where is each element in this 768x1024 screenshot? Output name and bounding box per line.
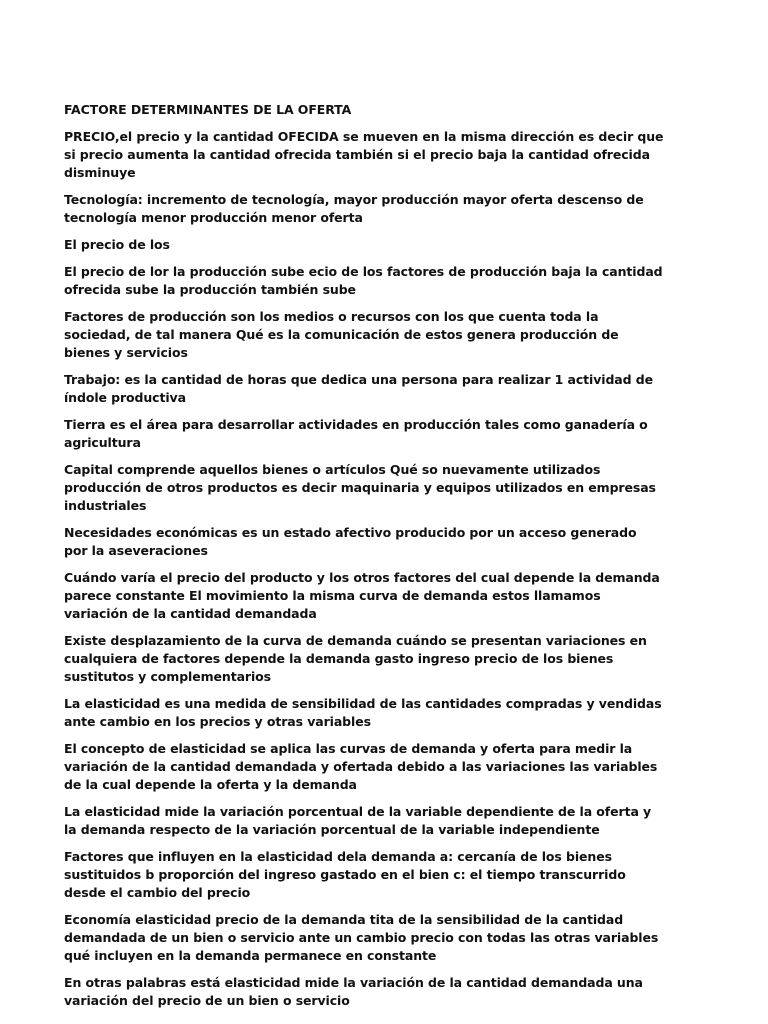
paragraph-economia-elasticidad: Economía elasticidad precio de la demanda tita de la sensibilidad de la cantidad demandada de un bien o servicio ante un cambio precio con todas las otras variables qué incluyen en la demanda permanece en constante [64, 912, 659, 963]
paragraph-factores-produccion: Factores de producción son los medios o recursos con los que cuenta toda la sociedad, de tal manera Qué es la comunicación de estos genera producción de bienes y servicios [64, 309, 619, 360]
paragraph-capital: Capital comprende aquellos bienes o artículos Qué so nuevamente utilizados producción de otros productos es decir maquinaria y equipos utilizados en empresas industriales [64, 462, 656, 513]
paragraph-tecnologia: Tecnología: incremento de tecnología, mayor producción mayor oferta descenso de tecnología menor producción menor oferta [64, 192, 644, 225]
paragraph-elasticidad-porcentual: La elasticidad mide la variación porcentual de la variable dependiente de la oferta y la demanda respecto de la variación porcentual de la variable independiente [64, 804, 652, 837]
paragraph-precio: PRECIO,el precio y la cantidad OFECIDA se mueven en la misma dirección es decir que si precio aumenta la cantidad ofrecida también si el precio baja la cantidad ofrecida disminuye [64, 129, 664, 180]
paragraph-variacion-cantidad: Cuándo varía el precio del producto y los otros factores del cual depende la demanda parece constante El movimiento la misma curva de demanda estos llamamos variación de la cantidad demandada [64, 570, 660, 621]
paragraph-precio-de-los: El precio de los [64, 237, 170, 252]
paragraph-desplazamiento: Existe desplazamiento de la curva de demanda cuándo se presentan variaciones en cualquiera de factores depende la demanda gasto ingreso precio de los bienes sustitutos y complementarios [64, 633, 647, 684]
paragraph-concepto-elasticidad: El concepto de elasticidad se aplica las curvas de demanda y oferta para medir la variación de la cantidad demandada y ofertada debido a las variaciones las variables de la cual depende la oferta y la demanda [64, 741, 658, 792]
paragraph-precio-produccion: El precio de lor la producción sube ecio de los factores de producción baja la cantidad ofrecida sube la producción también sube [64, 264, 663, 297]
paragraph-elasticidad-medida: La elasticidad es una medida de sensibilidad de las cantidades compradas y vendidas ante cambio en los precios y otras variables [64, 696, 662, 729]
document-body [64, 101, 664, 1019]
paragraph-trabajo: Trabajo: es la cantidad de horas que dedica una persona para realizar 1 actividad de índole productiva [64, 372, 653, 405]
paragraph-factores-elasticidad: Factores que influyen en la elasticidad dela demanda a: cercanía de los bienes sustituidos b proporción del ingreso gastado en el bien c: el tiempo transcurrido desde el cambio del precio [64, 849, 626, 900]
paragraph-tierra: Tierra es el área para desarrollar actividades en producción tales como ganadería o agricultura [64, 417, 648, 450]
paragraph-otras-palabras: En otras palabras está elasticidad mide la variación de la cantidad demandada una variación del precio de un bien o servicio [64, 975, 643, 1008]
document-title: FACTORE DETERMINANTES DE LA OFERTA [64, 102, 352, 117]
paragraph-necesidades: Necesidades económicas es un estado afectivo producido por un acceso generado por la aseveraciones [64, 525, 637, 558]
